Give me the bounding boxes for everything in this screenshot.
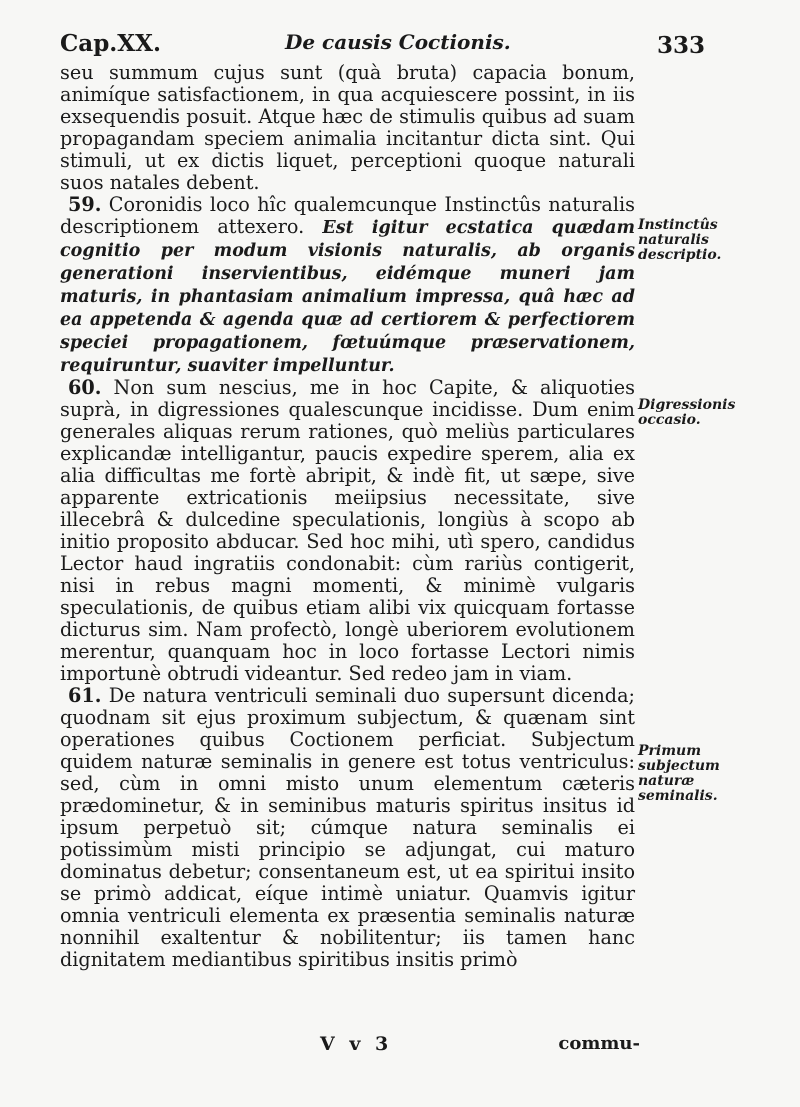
- catchword: commu-: [558, 1033, 640, 1054]
- paragraph-number: 59.: [68, 193, 102, 216]
- paragraph-number: 60.: [68, 376, 102, 399]
- page-number: 333: [656, 32, 705, 59]
- signature-mark: V v 3: [320, 1033, 393, 1055]
- chapter-label: Cap.XX.: [60, 30, 161, 57]
- paragraph-60: [60, 377, 635, 685]
- paragraph-text: Non sum nescius, me in hoc Capite, & aliquoties suprà, in digressiones qualescunque incidisse. Dum enim generales aliquas rerum rationes, quò meliùs particulares explicandæ intelligantur, paucis expedire sperem, alia ex alia difficultas me fortè abripit, & indè fit, ut sæpe, sive apparente extricationis meiipsius necessitate, sive illecebrâ & dulcedine speculationis, longiùs à scopo ab initio proposito abducar. Sed hoc mihi, utì spero, candidus Lector haud ingratiis condonabit: cùm rariùs contigerit, nisi in rebus magni momenti, & minimè vulgaris speculationis, de quibus etiam alibi vix quicquam fortasse dicturus sim. Nam profectò, longè uberiorem evolutionem merentur, quanquam hoc in loco fortasse Lectori nimis importunè obtrudi videantur. Sed redeo jam in viam.: [60, 376, 635, 685]
- page-body: [60, 62, 635, 971]
- running-header: [60, 30, 705, 62]
- paragraph-61: [60, 685, 635, 971]
- paragraph-59: [60, 194, 635, 377]
- margin-note-subjectum: Primum subjectum naturæ seminalis.: [638, 743, 720, 804]
- running-title: De causis Coctionis.: [285, 30, 511, 54]
- paragraph-text: Coronidis loco hîc qualemcunque Instinctûs naturalis descriptionem attexero.: [60, 193, 635, 238]
- margin-note-instinctus: Instinctûs naturalis descriptio.: [638, 217, 722, 263]
- margin-note-digressionis: Digressionis occasio.: [638, 397, 736, 428]
- definition-italic: Est igitur ecstatica quædam cognitio per modum visionis naturalis, ab organis generationi inservientibus, eidémque muneri jam maturis, in phantasiam animalium impressa, quâ hæc ad ea appetenda & agenda quæ ad certiorem & perfectiorem speciei propagationem, fœtuúmque præservationem, requiruntur, suaviter impelluntur.: [60, 218, 635, 376]
- paragraph-continued: seu summum cujus sunt (quà bruta) capacia bonum, animíque satisfactionem, in qua acquiescere possint, in iis exsequendis posuit. Atque hæc de stimulis quibus ad suam propagandam speciem animalia incitantur dicta sint. Qui stimuli, ut ex dictis liquet, perceptioni quoque naturali suos natales debent.: [60, 61, 635, 194]
- paragraph-number: 61.: [68, 684, 102, 707]
- paragraph-text: De natura ventriculi seminali duo supersunt dicenda; quodnam sit ejus proximum subjectum, & quænam sint operationes quibus Coctionem perficiat. Subjectum quidem naturæ seminalis in genere est totus ventriculus: sed, cùm in omni misto unum elementum cæteris prædominetur, & in seminibus maturis spiritus insitus id ipsum perpetuò sit; cúmque natura seminalis ei potissimùm misti principio se adjungat, cui maturo dominatus debetur; consentaneum est, ut ea spiritui insito se primò addicat, eíque intimè uniatur. Quamvis igitur omnia ventriculi elementa ex præsentia seminalis naturæ nonnihil exaltentur & nobilitentur; iis tamen hanc dignitatem mediantibus spiritibus insitis primò: [60, 684, 635, 971]
- page-footer: [60, 1033, 640, 1063]
